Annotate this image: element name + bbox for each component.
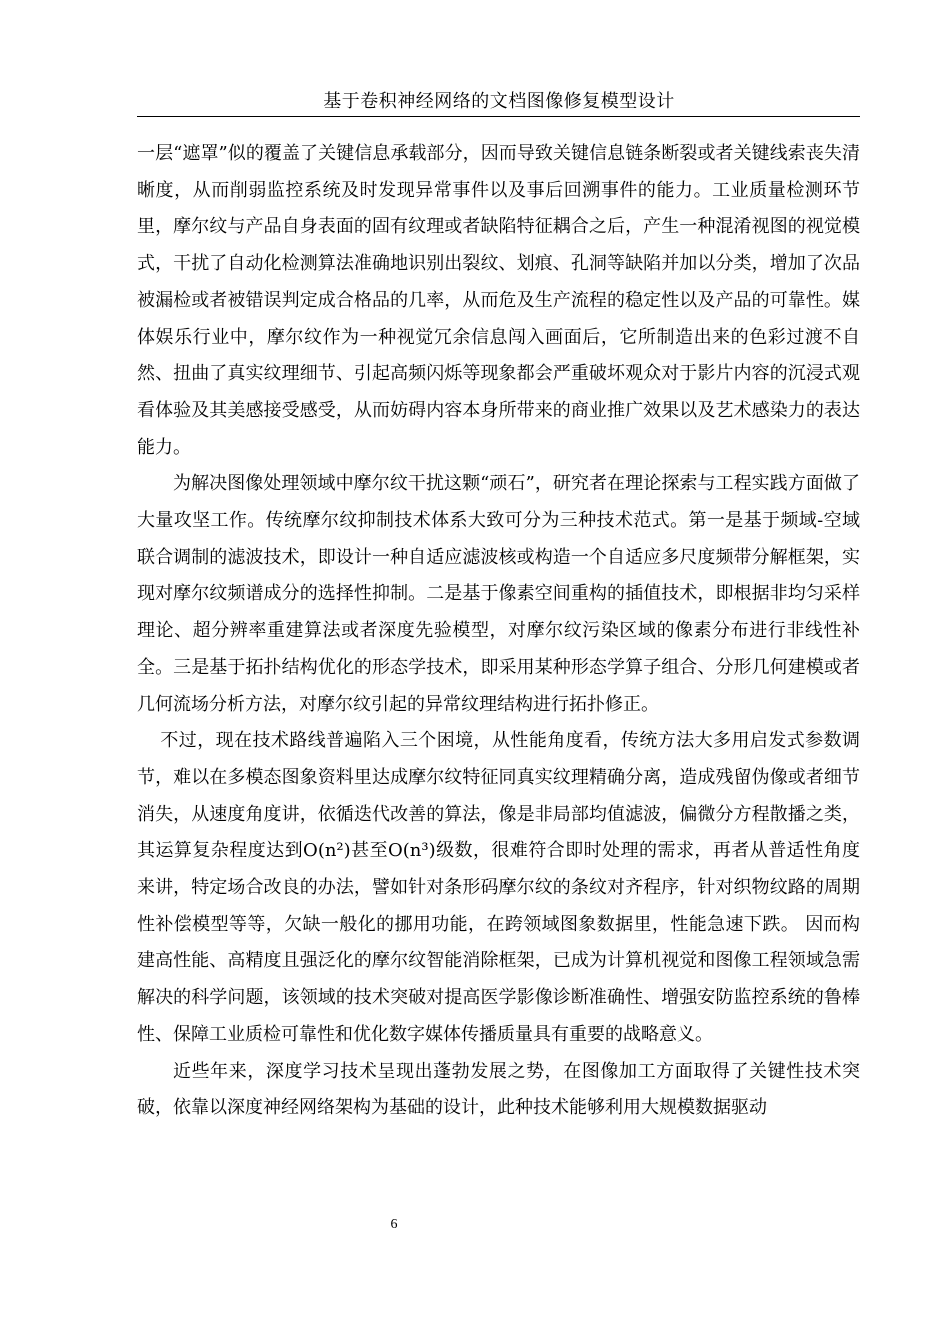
paragraph-2: 为解决图像处理领域中摩尔纹干扰这颗“顽石”，研究者在理论探索与工程实践方面做了大量攻坚工作。传统摩尔纹抑制技术体系大致可分为三种技术范式。第一是基于频域-空域联合调制的滤波技术，即设计一种自适应滤波核或构造一个自适应多尺度频带分解框架，实现对摩尔纹频谱成分的选择性抑制。二是基于像素空间重构的插值技术，即根据非均匀采样理论、超分辨率重建算法或者深度先验模型，对摩尔纹污染区域的像素分布进行非线性补全。三是基于拓扑结构优化的形态学技术，即采用某种形态学算子组合、分形几何建模或者几何流场分析方法，对摩尔纹引起的异常纹理结构进行拓扑修正。 <box>137 473 860 715</box>
page-number: 6 <box>390 1217 398 1232</box>
header-divider <box>137 116 860 117</box>
paragraph-4: 近些年来，深度学习技术呈现出蓬勃发展之势，在图像加工方面取得了关键性技术突破，依靠以深度神经网络架构为基础的设计，此种技术能够利用大规模数据驱动 <box>137 1060 860 1119</box>
body-text <box>137 136 860 1127</box>
paragraph-1: 一层“遮罩”似的覆盖了关键信息承载部分，因而导致关键信息链条断裂或者关键线索丧失清晰度，从而削弱监控系统及时发现异常事件以及事后回溯事件的能力。工业质量检测环节里，摩尔纹与产品自身表面的固有纹理或者缺陷特征耦合之后，产生一种混淆视图的视觉模式，干扰了自动化检测算法准确地识别出裂纹、划痕、孔洞等缺陷并加以分类，增加了次品被漏检或者被错误判定成合格品的几率，从而危及生产流程的稳定性以及产品的可靠性。媒体娱乐行业中，摩尔纹作为一种视觉冗余信息闯入画面后，它所制造出来的色彩过渡不自然、扭曲了真实纹理细节、引起高频闪烁等现象都会严重破坏观众对于影片内容的沉浸式观看体验及其美感接受感受，从而妨碍内容本身所带来的商业推广效果以及艺术感染力的表达能力。 <box>137 143 860 458</box>
paragraph-3: 不过，现在技术路线普遍陷入三个困境，从性能角度看，传统方法大多用启发式参数调节，难以在多模态图象资料里达成摩尔纹特征同真实纹理精确分离，造成残留伪像或者细节消失，从速度角度讲，依循迭代改善的算法，像是非局部均值滤波，偏微分方程散播之类，其运算复杂程度达到O(n²)甚至O(n³)级数，很难符合即时处理的需求，再者从普适性角度来讲，特定场合改良的办法，譬如针对条形码摩尔纹的条纹对齐程序，针对织物纹路的周期性补偿模型等等，欠缺一般化的挪用功能，在跨领域图象数据里，性能急速下跌。 因而构建高性能、高精度且强泛化的摩尔纹智能消除框架，已成为计算机视觉和图像工程领域急需解决的科学问题，该领域的技术突破对提高医学影像诊断准确性、增强安防监控系统的鲁棒性、保障工业质检可靠性和优化数字媒体传播质量具有重要的战略意义。 <box>137 730 860 1045</box>
running-header-title: 基于卷积神经网络的文档图像修复模型设计 <box>323 91 675 112</box>
